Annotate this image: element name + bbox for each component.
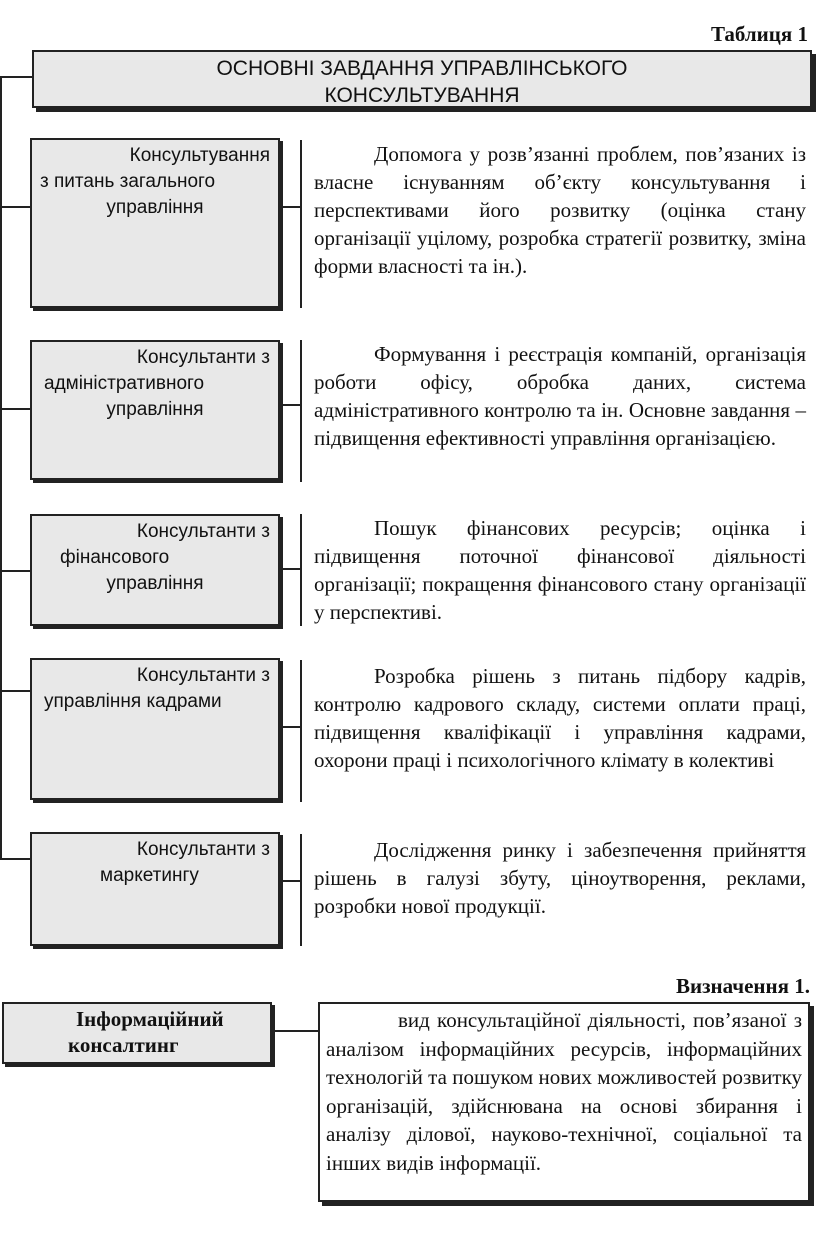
category-box-marketing	[30, 832, 280, 946]
spine-to-title-connector	[0, 76, 32, 78]
category-line: Консультанти з	[136, 839, 270, 860]
term-box-information-consulting	[2, 1002, 272, 1064]
description-administrative-management: Формування і реєстрація компаній, організація роботи офісу, обробка даних, система адміністративного контролю та ін. Основне завдання – підвищення ефективності управління організацією.	[314, 342, 806, 450]
main-title-line-2: КОНСУЛЬТУВАННЯ	[324, 84, 520, 107]
spine-connector-3	[0, 570, 30, 572]
spine-connector-4	[0, 690, 30, 692]
tree-spine-line	[0, 76, 2, 860]
category-line: Консультанти з	[136, 665, 270, 686]
description-bracket-2	[300, 340, 302, 482]
category-to-description-connector-4	[282, 726, 302, 728]
description-bracket-1	[300, 140, 302, 308]
category-line: адміністративного	[44, 373, 205, 394]
category-box-administrative-management	[30, 340, 280, 480]
term-to-definition-connector	[272, 1030, 318, 1032]
description-bracket-4	[300, 660, 302, 802]
main-title	[32, 50, 812, 108]
term-line-1: Інформаційний	[76, 1007, 224, 1031]
spine-connector-5	[0, 858, 30, 860]
category-box-hr-management	[30, 658, 280, 800]
category-to-description-connector-1	[282, 206, 302, 208]
description-hr-management: Розробка рішень з питань підбору кадрів, контролю кадрового складу, системи оплати праці, підвищення кваліфікації і управління кадрами, охорони праці і психологічного клімату в колективі	[314, 664, 806, 772]
category-line: з питань загального	[40, 171, 216, 192]
category-line: маркетингу	[100, 865, 199, 886]
category-line: управління	[106, 197, 204, 218]
category-box-financial-management	[30, 514, 280, 626]
description-marketing: Дослідження ринку і забезпечення прийняття рішень в галузі збуту, ціноутворення, реклами, розробки нової продукції.	[314, 838, 806, 918]
description-general-management: Допомога у розв’язанні проблем, пов’язаних із власне існуванням об’єкту консультування і перспективами його розвитку (оцінка стану організації уцілому, розробка стратегії розвитку, зміна форми власності та ін.).	[314, 142, 806, 278]
category-line: Консультування	[129, 145, 270, 166]
category-to-description-connector-2	[282, 404, 302, 406]
main-title-line-1: ОСНОВНІ ЗАВДАННЯ УПРАВЛІНСЬКОГО	[216, 57, 628, 80]
category-line: Консультанти з	[136, 521, 270, 542]
category-line: управління кадрами	[44, 691, 222, 712]
spine-connector-1	[0, 206, 30, 208]
category-box-general-management	[30, 138, 280, 308]
spine-connector-2	[0, 408, 30, 410]
category-line: фінансового	[60, 547, 170, 568]
description-financial-management: Пошук фінансових ресурсів; оцінка і підвищення поточної фінансової діяльності організації; покращення фінансового стану організації у перспективі.	[314, 516, 806, 624]
category-to-description-connector-3	[282, 568, 302, 570]
term-line-2: консалтинг	[68, 1033, 179, 1057]
definition-text-box: вид консультаційної діяльності, пов’язаної з аналізом інформаційних ресурсів, інформаційних технологій та пошуком нових можливостей розвитку організацій, здійснювана на основі збирання і аналізу ділової, науково-технічної, соціальної та інших видів інформації.	[318, 1002, 810, 1202]
category-line: управління	[106, 573, 204, 594]
category-line: управління	[106, 399, 204, 420]
table-label: Таблиця 1	[710, 22, 808, 46]
category-to-description-connector-5	[282, 880, 302, 882]
definition-label: Визначення 1.	[675, 974, 810, 998]
category-line: Консультанти з	[136, 347, 270, 368]
description-bracket-3	[300, 514, 302, 626]
description-bracket-5	[300, 834, 302, 946]
